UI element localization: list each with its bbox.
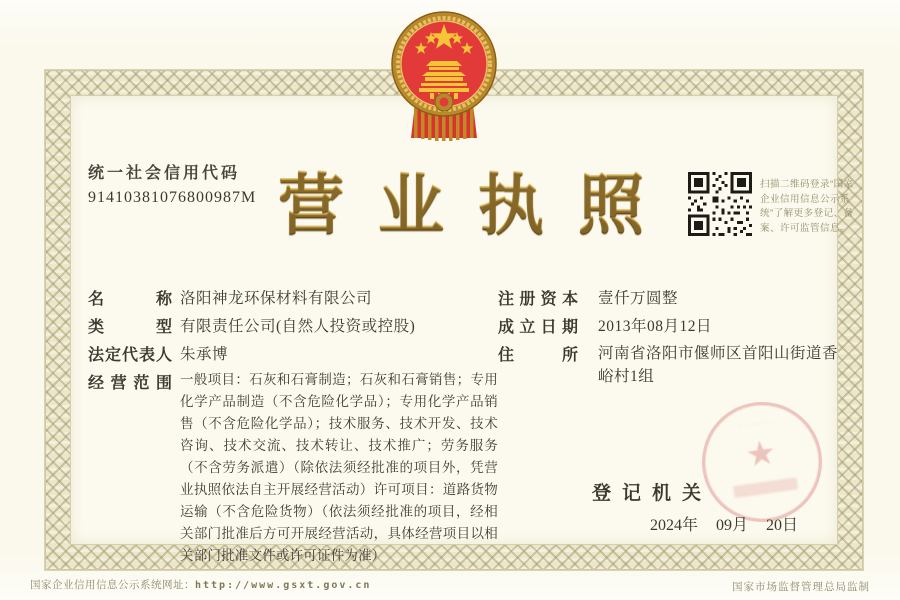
china-national-emblem-icon (383, 8, 505, 154)
field-label-business-scope: 经营范围 (88, 375, 172, 392)
qr-code-icon (688, 172, 752, 236)
field-value-name: 洛阳神龙环保材料有限公司 (180, 290, 373, 307)
credit-code-block (88, 160, 256, 207)
field-value-legal-representative: 朱承博 (180, 346, 229, 363)
seal-star-icon: ★ (743, 433, 779, 476)
field-value-address: 河南省洛阳市偃师区首阳山街道香峪村1组 (598, 345, 839, 385)
footer-public-system-label: 国家企业信用信息公示系统网址： (30, 579, 195, 591)
field-value-business-scope: 一般项目：石灰和石膏制造；石灰和石膏销售；专用化学产品制造（不含危险化学品）；专用化学产品销售（不含危险化学品）；技术服务、技术开发、技术咨询、技术交流、技术转让、技术推广；劳务服务（不含劳务派遣）（除依法须经批准的项目外，凭营业执照依法自主开展经营活动）许可项目：道路货物运输（不含危险货物）（依法须经批准的项目，经相关部门批准后方可开展经营活动，具体经营项目以相关部门批准文件或许可证件为准） (180, 372, 498, 563)
license-title: 营业执照 (278, 152, 678, 247)
registration-authority-seal-icon (694, 394, 830, 530)
seal-arc-text: ∙∙∙∙∙∙∙∙ (738, 415, 776, 431)
credit-code-value: 91410381076800987M (88, 189, 257, 206)
footer-public-system (30, 577, 371, 592)
field-value-type: 有限责任公司(自然人投资或控股) (180, 318, 416, 335)
field-label-legal-representative: 法定代表人 (88, 347, 172, 364)
field-value-establishment-date: 2013年08月12日 (598, 318, 713, 335)
field-label-address: 住所 (498, 347, 578, 364)
field-value-registered-capital: 壹仟万圆整 (598, 290, 679, 307)
footer-issuer: 国家市场监督管理总局监制 (732, 581, 870, 593)
registration-authority-label: 登记机关 (592, 483, 713, 504)
issue-date-month: 09月 (716, 517, 749, 534)
credit-code-label: 统一社会信用代码 (88, 165, 241, 182)
field-label-establishment-date: 成立日期 (498, 319, 578, 336)
qr-caption: 扫描二维码登录“国家企业信用信息公示系统”了解更多登记、备案、许可监管信息。 (760, 179, 854, 234)
issue-date-year: 2024年 (650, 517, 699, 534)
issue-date (650, 512, 798, 535)
field-label-type: 类型 (88, 319, 172, 336)
field-label-registered-capital: 注册资本 (498, 291, 578, 308)
field-label-name: 名称 (88, 291, 172, 308)
issue-date-day: 20日 (766, 517, 799, 534)
footer-public-system-url: http://www.gsxt.gov.cn (195, 580, 372, 591)
